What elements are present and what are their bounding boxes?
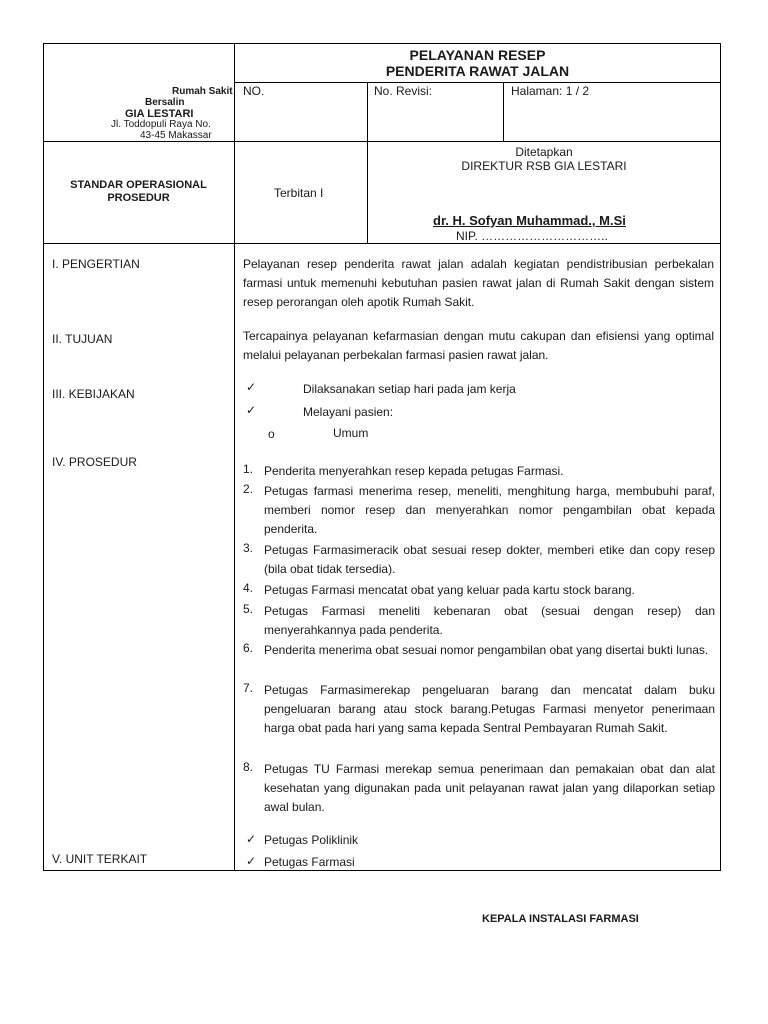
kebijakan-item-2: Melayani pasien: xyxy=(303,405,394,419)
sop-row-divider xyxy=(43,243,721,244)
unit-item-2: Petugas Farmasi xyxy=(264,855,355,869)
tujuan-text: Tercapainya pelayanan kefarmasian dengan mutu cakupan dan efisiensi yang optimal melalui pelayanan perbekalan farmasi pasien rawat jalan. xyxy=(243,329,714,362)
direktur-label: DIREKTUR RSB GIA LESTARI xyxy=(461,159,627,173)
hospital-name: GIA LESTARI xyxy=(125,108,194,120)
prosedur-step-8: Petugas TU Farmasi merekap semua penerimaan dan pemakaian obat dan alat kesehatan yang digunakan pada unit pelayanan rawat jalan yang dilaporkan setiap awal bulan. xyxy=(264,762,715,814)
table-divider-column xyxy=(234,43,235,871)
terbitan-label: Terbitan I xyxy=(274,186,324,200)
check-icon: ✓ xyxy=(246,832,257,846)
title-row-divider xyxy=(234,82,721,83)
step-number-3: 3. xyxy=(243,541,254,555)
kebijakan-item-1: Dilaksanakan setiap hari pada jam kerja xyxy=(303,382,516,396)
halaman-label: Halaman: 1 / 2 xyxy=(511,84,590,98)
unit-item-1: Petugas Poliklinik xyxy=(264,833,359,847)
document-title-line2: PENDERITA RAWAT JALAN xyxy=(385,63,570,79)
sop-label-line2: PROSEDUR xyxy=(107,192,170,204)
prosedur-step-6: Penderita menerima obat sesuai nomor pengambilan obat yang disertai bukti lunas. xyxy=(264,643,709,657)
prosedur-step-2: Petugas farmasi menerima resep, meneliti, menghitung harga, membubuhi paraf, memberi nomor resep dan menyerahkan nomor pengambilan obat kepada penderita. xyxy=(264,484,715,536)
hospital-line2: Bersalin xyxy=(145,97,185,108)
section-prosedur-label: IV. PROSEDUR xyxy=(52,455,137,469)
kepala-instalasi-label: KEPALA INSTALASI FARMASI xyxy=(482,913,639,925)
sop-label-line1: STANDAR OPERASIONAL xyxy=(70,179,207,191)
table-border-top xyxy=(43,43,721,44)
step-number-6: 6. xyxy=(243,641,254,655)
address-line1: Jl. Toddopuli Raya No. xyxy=(111,119,211,130)
no-label: NO. xyxy=(243,84,265,98)
nip-label: NIP. ………………………….. xyxy=(456,229,608,243)
pengertian-text: Pelayanan resep penderita rawat jalan adalah kegiatan pendistribusian perbekalan farmasi untuk memenuhi kebutuhan pasien rawat jalan di Rumah Sakit dengan sistem resep perorangan oleh apotik Rumah Sakit. xyxy=(243,257,714,309)
circle-bullet-icon: o xyxy=(268,427,275,441)
revisi-label: No. Revisi: xyxy=(374,84,433,98)
prosedur-step-3: Petugas Farmasimeracik obat sesuai resep dokter, memberi etike dan copy resep (bila obat tidak tersedia). xyxy=(264,543,715,576)
table-border-left xyxy=(43,43,44,871)
section-unit-label: V. UNIT TERKAIT xyxy=(52,852,148,866)
halaman-divider xyxy=(503,82,504,142)
step-number-5: 5. xyxy=(243,602,254,616)
check-icon: ✓ xyxy=(246,854,257,868)
ditetapkan-label: Ditetapkan xyxy=(515,145,573,159)
check-icon: ✓ xyxy=(246,403,257,417)
prosedur-step-5: Petugas Farmasi meneliti kebenaran obat (sesuai dengan resep) dan menyerahkannya pada penderita. xyxy=(264,604,715,637)
signatory-name: dr. H. Sofyan Muhammad., M.Si xyxy=(433,213,626,228)
step-number-7: 7. xyxy=(243,681,254,695)
section-tujuan-label: II. TUJUAN xyxy=(52,332,113,346)
prosedur-step-7: Petugas Farmasimerekap pengeluaran barang dan mencatat dalam buku pengeluaran barang atau stock barang.Petugas Farmasi menyetor penerimaan harga obat pada hari yang sama kepada Sentral Pembayaran Rumah Sakit. xyxy=(264,683,715,735)
step-number-2: 2. xyxy=(243,482,254,496)
kebijakan-sub-item: Umum xyxy=(333,426,369,440)
table-border-bottom xyxy=(43,870,721,871)
check-icon: ✓ xyxy=(246,380,257,394)
prosedur-step-4: Petugas Farmasi mencatat obat yang keluar pada kartu stock barang. xyxy=(264,583,635,597)
step-number-8: 8. xyxy=(243,760,254,774)
step-number-1: 1. xyxy=(243,462,254,476)
step-number-4: 4. xyxy=(243,581,254,595)
address-line2: 43-45 Makassar xyxy=(140,130,212,141)
document-title-line1: PELAYANAN RESEP xyxy=(409,47,546,63)
section-kebijakan-label: III. KEBIJAKAN xyxy=(52,387,135,401)
prosedur-step-1: Penderita menyerahkan resep kepada petugas Farmasi. xyxy=(264,464,564,478)
hospital-line1: Rumah Sakit xyxy=(172,86,233,97)
section-pengertian-label: I. PENGERTIAN xyxy=(52,257,140,271)
